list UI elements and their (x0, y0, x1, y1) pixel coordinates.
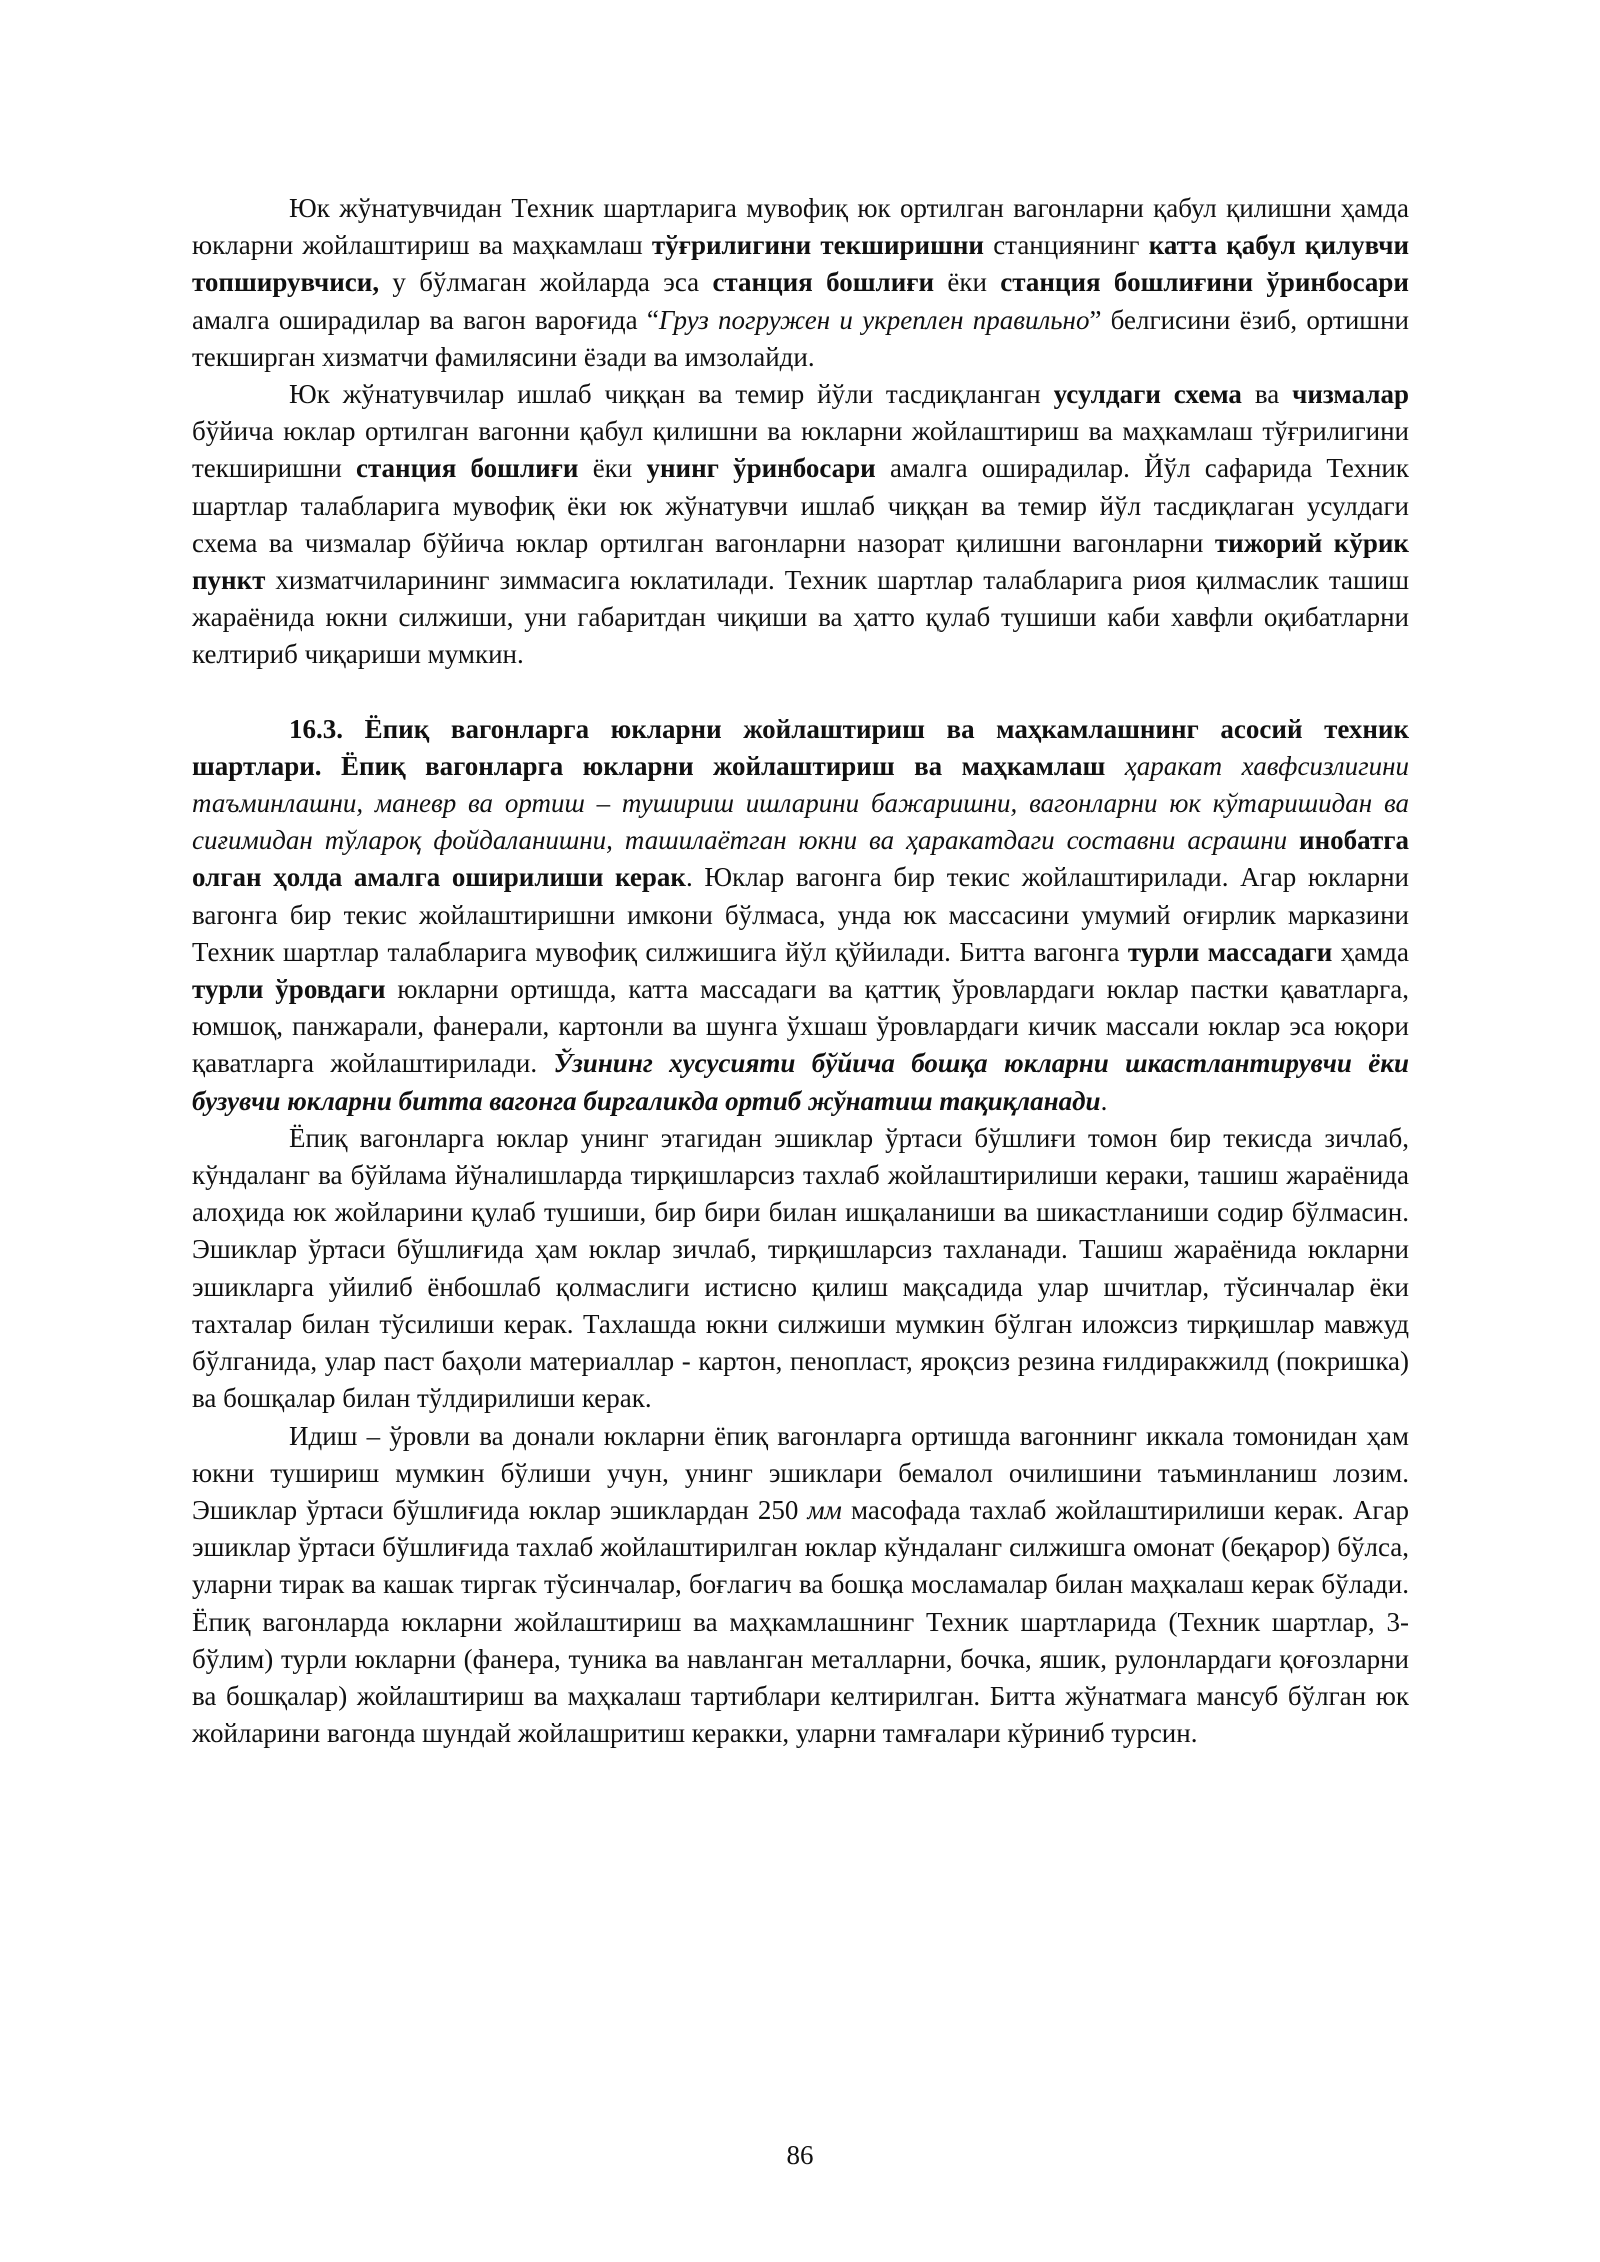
text-run: хизматчиларининг зиммасига юклатилади. Техник шартлар талабларига риоя қилмаслик ташиш жараёнида юкни силжиши, уни габаритдан чиқиши ва ҳатто қулаб тушиши каби хавфли оқибатларни келтириб чиқариши мумкин. (192, 565, 1409, 670)
bold-text: инобатга олган ҳолда амалга оширилиши керак (192, 825, 1409, 893)
text-run: Юк жўнатувчидан Техник шартларига мувофиқ юк ортилган вагонларни қабул қилишни ҳамда юкларни жойлаштириш ва маҳкамлаш (192, 193, 1409, 261)
bold-text: тўғрилигини текширишни (651, 230, 984, 261)
text-run: масофада тахлаб жойлаштирилиши керак. Агар эшиклар ўртаси бўшлиғида тахлаб жойлаштирилган юклар кўндаланг силжишга омонат (беқарор) бўлса, уларни тирак ва кашак тиргак тўсинчалар, боғлагич ва бошқа мосламалар билан маҳкалаш керак бўлади. Ёпиқ вагонларда юкларни жойлаштириш ва маҳкамлашнинг Техник шартларида (Техник шартлар, 3-бўлим) турли юкларни (фанера, туника ва навланган металларни, бочка, яшик, рулонлардаги қоғозларни ва бошқалар) жойлаштириш ва маҳкалаш тартиблари келтирилган. Битта жўнатмага мансуб бўлган юк жойларини вагонда шундай жойлашритиш керакки, уларни тамғалари кўриниб турсин. (192, 1494, 1409, 1749)
bold-text: унинг ўринбосари (646, 453, 876, 484)
text-run: у бўлмаган жойларда эса (379, 267, 713, 298)
bold-text: усулдаги схема (1053, 379, 1242, 410)
bold-text: турли ўровдаги (192, 974, 386, 1005)
text-run: . (1100, 1085, 1108, 1116)
text-run: ёки (934, 267, 1001, 298)
italic-text: ҳаракат хавфсизлигини таъминлашни, маневр ва ортиш – тушириш ишларини бажаришни, вагонларни юк кўтаришидан ва сиғимидан тўлароқ фойдаланишни, ташилаётган юкни ва ҳаракатдаги составни асрашни (192, 750, 1409, 856)
paragraph-4 (192, 1120, 1409, 1418)
text-run: Идиш – ўровли ва донали юкларни ёпиқ вагонларга ортишда вагоннинг иккала томонидан ҳам юкни тушириш мумкин бўлиши учун, унинг эшиклари бемалол очилишини таъминланиш лозим. Эшиклар ўртаси бўшлиғида юклар эшиклардан 250 (192, 1420, 1409, 1525)
text-run: ” белгисини ёзиб, ортишни текширган хизматчи фамилясини ёзади ва имзолайди. (192, 304, 1409, 372)
bold-text: турли массадаги (1127, 936, 1333, 967)
text-run: амалга оширадилар. Йўл сафарида Техник шартлар талабларига мувофиқ ёки юк жўнатувчи ишлаб чиққан ва темир йўл тасдиқлаган усулдаги схема ва чизмалар бўйича юклар ортилган вагонларни назорат қилишни вагонларни (192, 453, 1410, 558)
text-run: юкларни ортишда, катта массадаги ва қаттиқ ўровлардаги юклар пастки қаватларга, юмшоқ, панжарали, фанерали, картонли ва шунга ўхшаш ўровлардаги кичик массали юклар эса юқори қаватларга жойлаштирилади. (192, 974, 1409, 1079)
document-page (192, 190, 1409, 1752)
paragraph-1 (192, 190, 1409, 376)
text-run: Ёпиқ вагонларга юклар унинг этагидан эшиклар ўртаси бўшлиғи томон бир текисда зичлаб, кўндаланг ва бўйлама йўналишларда тирқишларсиз тахлаб жойлаштирилиши кераки, ташиш жараёнида алоҳида юк жойларини қулаб тушиши, бир бири билан ишқаланиши ва шикастланиши содир бўлмасин. Эшиклар ўртаси бўшлиғида ҳам юклар зичлаб, тирқишларсиз тахланади. Ташиш жараёнида юкларни эшикларга уйилиб ёнбошлаб қолмаслиги истисно қилиш мақсадида улар шчитлар, тўсинчалар ёки тахталар билан тўсилиши керак. Тахлашда юкни силжиши мумкин бўлган иложсиз тирқишлар мавжуд бўлганида, улар паст баҳоли материаллар - картон, пенопласт, яроқсиз резина ғилдиракжилд (покришка) ва бошқалар билан тўлдирилиши керак. (192, 1122, 1409, 1414)
bold-text: станция бошлиғи (712, 267, 935, 298)
text-run: бўйича юклар ортилган вагонни қабул қилишни ва юкларни жойлаштириш ва маҳкамлаш тўғрилигини текширишни (192, 416, 1409, 484)
italic-text: Груз погружен и укреплен правильно (658, 304, 1090, 335)
bold-text: станция бошлиғи (355, 453, 579, 484)
text-run: Юк жўнатувчилар ишлаб чиққан ва темир йўли тасдиқланган (289, 379, 1054, 410)
bold-text: станция бошлиғини ўринбосари (1000, 267, 1409, 298)
section-heading: 16.3. Ёпиқ вагонларга юкларни жойлаштириш ва маҳкамлашнинг асосий техник шартлари. Ёпиқ вагонларга юкларни жойлаштириш ва маҳкамлаш (192, 713, 1409, 781)
text-run: ёки (578, 453, 647, 484)
text-run: ҳамда (1332, 936, 1409, 967)
text-run: . Юклар вагонга бир текис жойлаштирилади. Агар юкларни вагонга бир текис жойлаштиришни имкони бўлмаса, унда юк массасини умумий оғирлик марказини Техник шартлар талабларига мувофиқ силжишига йўл қўйилади. Битта вагонга (192, 862, 1409, 967)
paragraph-5 (192, 1418, 1409, 1753)
text-run: ва (1241, 379, 1293, 410)
text-run: амалга оширадилар ва вагон варoғида “ (192, 304, 659, 335)
text-run: станциянинг (984, 230, 1149, 261)
page-number: 86 (786, 2140, 814, 2170)
bold-italic-text: Ўзининг хусусияти бўйича бошқа юкларни шкастлантирувчи ёки бузувчи юкларни битта вагонга биргаликда ортиб жўнатиш тақиқланади (192, 1048, 1409, 1116)
bold-text: чизмалар (1292, 379, 1409, 410)
paragraph-2 (192, 376, 1409, 674)
bold-text: тижорий кўрик пункт (192, 527, 1409, 596)
italic-text: мм (807, 1494, 842, 1525)
section-16-3-paragraph (192, 711, 1409, 1120)
bold-text: катта қабул қилувчи топширувчиси, (192, 230, 1410, 298)
